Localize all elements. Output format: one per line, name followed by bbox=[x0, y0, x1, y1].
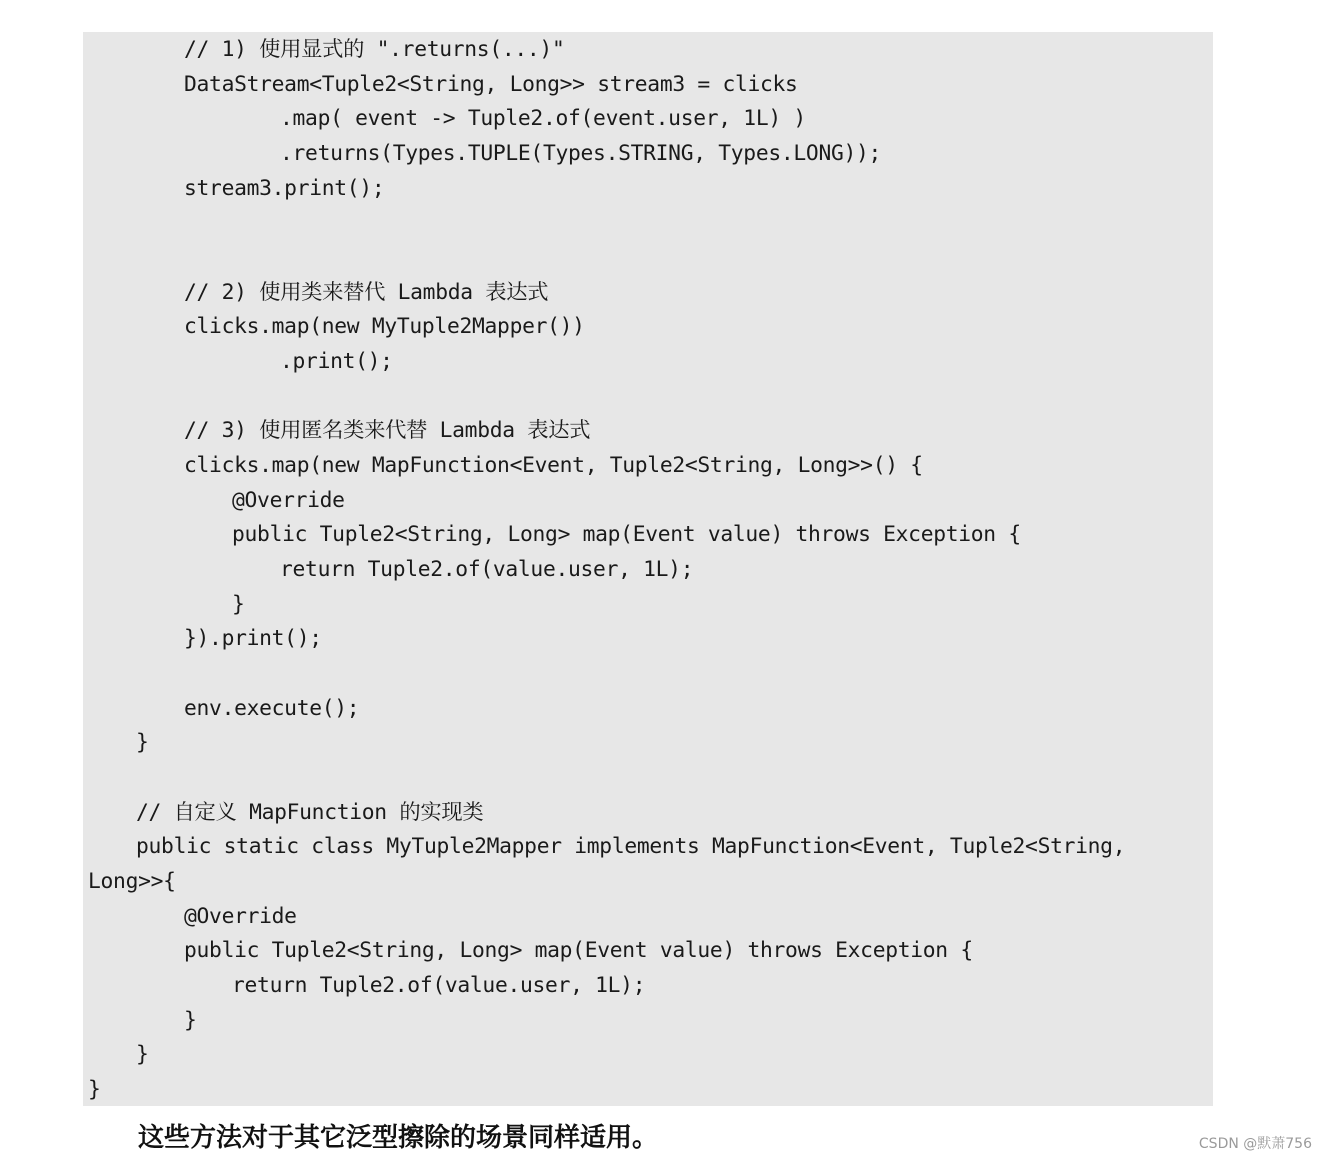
code-line: DataStream<Tuple2<String, Long>> stream3 = clicks bbox=[184, 71, 798, 97]
code-line: env.execute(); bbox=[184, 695, 360, 721]
code-line: // 3) 使用匿名类来代替 Lambda 表达式 bbox=[184, 418, 591, 444]
code-line: public Tuple2<String, Long> map(Event value) throws Exception { bbox=[184, 938, 973, 964]
code-line: } bbox=[136, 730, 149, 756]
code-line: } bbox=[136, 1042, 149, 1068]
code-line: .print(); bbox=[280, 349, 393, 375]
code-line: clicks.map(new MapFunction<Event, Tuple2<String, Long>>() { bbox=[184, 453, 923, 479]
code-line: public static class MyTuple2Mapper implements MapFunction<Event, Tuple2<String, bbox=[136, 834, 1126, 860]
code-line: } bbox=[88, 1077, 101, 1103]
code-line: return Tuple2.of(value.user, 1L); bbox=[232, 973, 646, 999]
code-block bbox=[83, 32, 1213, 1106]
code-line: @Override bbox=[184, 903, 297, 929]
code-line: return Tuple2.of(value.user, 1L); bbox=[280, 557, 694, 583]
csdn-watermark: CSDN @默萧756 bbox=[1198, 1136, 1312, 1152]
code-line: } bbox=[184, 1007, 197, 1033]
code-line: // 2) 使用类来替代 Lambda 表达式 bbox=[184, 279, 549, 305]
body-paragraph: 这些方法对于其它泛型擦除的场景同样适用。 bbox=[138, 1123, 659, 1153]
code-line: }).print(); bbox=[184, 626, 322, 652]
code-line: Long>>{ bbox=[88, 869, 176, 895]
code-line: stream3.print(); bbox=[184, 175, 385, 201]
code-line: clicks.map(new MyTuple2Mapper()) bbox=[184, 314, 585, 340]
code-line: public Tuple2<String, Long> map(Event value) throws Exception { bbox=[232, 522, 1021, 548]
code-line: } bbox=[232, 591, 245, 617]
code-line: // 自定义 MapFunction 的实现类 bbox=[136, 799, 484, 825]
code-line: // 1) 使用显式的 ".returns(...)" bbox=[184, 37, 565, 62]
code-line: .map( event -> Tuple2.of(event.user, 1L) ) bbox=[280, 106, 806, 132]
code-line: .returns(Types.TUPLE(Types.STRING, Types.LONG)); bbox=[280, 141, 882, 166]
code-line: @Override bbox=[232, 487, 345, 513]
